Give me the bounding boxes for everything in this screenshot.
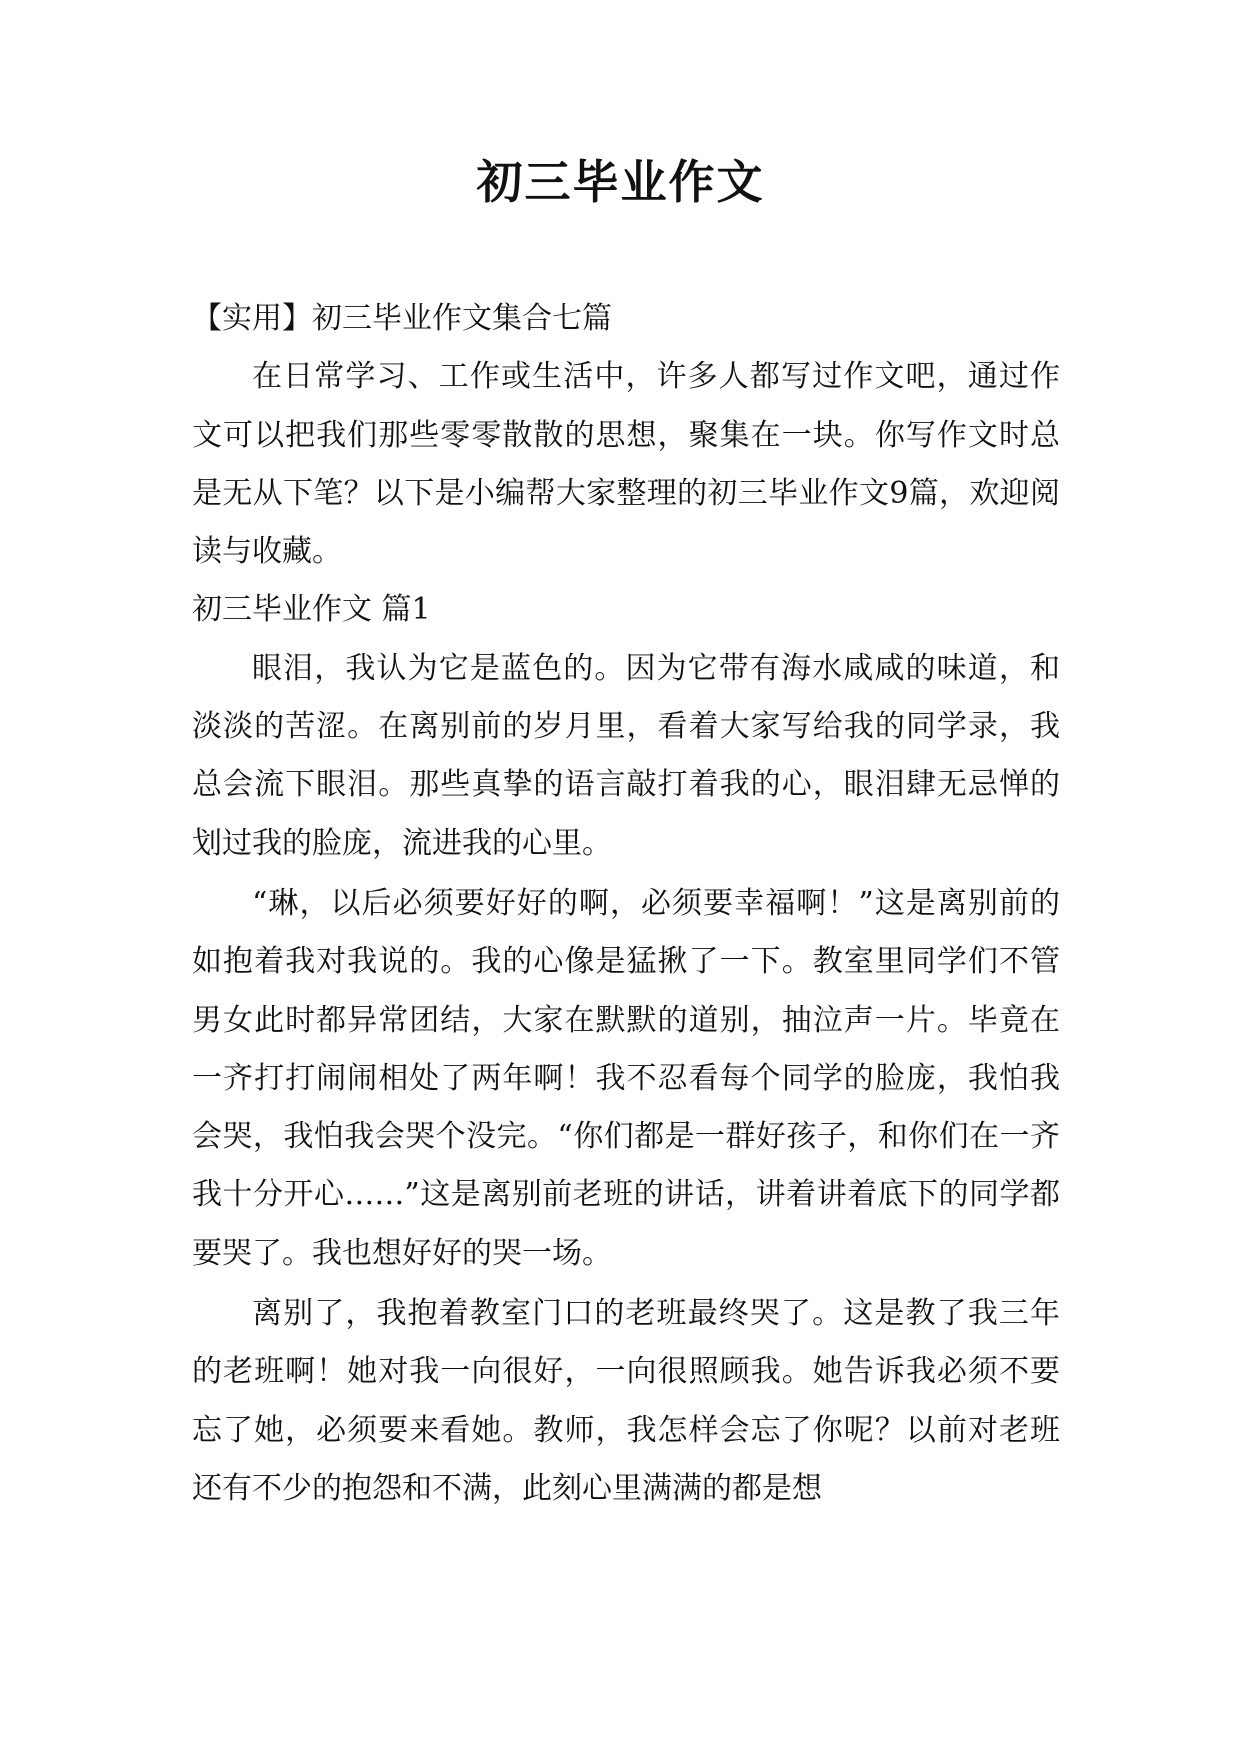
- intro-paragraph: 在日常学习、工作或生活中，许多人都写过作文吧，通过作文可以把我们那些零零散散的思想，聚集在一块。你写作文时总是无从下笔？以下是小编帮大家整理的初三毕业作文9篇，欢迎阅读与收藏。: [192, 359, 1060, 570]
- document-body: [192, 290, 1060, 1518]
- document-subtitle: 【实用】初三毕业作文集合七篇: [192, 301, 612, 336]
- body-paragraph: 离别了，我抱着教室门口的老班最终哭了。这是教了我三年的老班啊！她对我一向很好，一向很照顾我。她告诉我必须不要忘了她，必须要来看她。教师，我怎样会忘了你呢？以前对老班还有不少的抱怨和不满，此刻心里满满的都是想: [192, 1296, 1060, 1506]
- body-paragraph: “琳，以后必须要好好的啊，必须要幸福啊！”这是离别前的如抱着我对我说的。我的心像是猛揪了一下。教室里同学们不管男女此时都异常团结，大家在默默的道别，抽泣声一片。毕竟在一齐打打闹闹相处了两年啊！我不忍看每个同学的脸庞，我怕我会哭，我怕我会哭个没完。“你们都是一群好孩子，和你们在一齐我十分开心……”这是离别前老班的讲话，讲着讲着底下的同学都要哭了。我也想好好的哭一场。: [192, 885, 1060, 1271]
- body-paragraph: 眼泪，我认为它是蓝色的。因为它带有海水咸咸的味道，和淡淡的苦涩。在离别前的岁月里，看着大家写给我的同学录，我总会流下眼泪。那些真挚的语言敲打着我的心，眼泪肆无忌惮的划过我的脸庞，流进我的心里。: [192, 650, 1060, 861]
- document-title: 初三毕业作文: [476, 155, 765, 209]
- section-heading: 初三毕业作文 篇1: [192, 592, 431, 628]
